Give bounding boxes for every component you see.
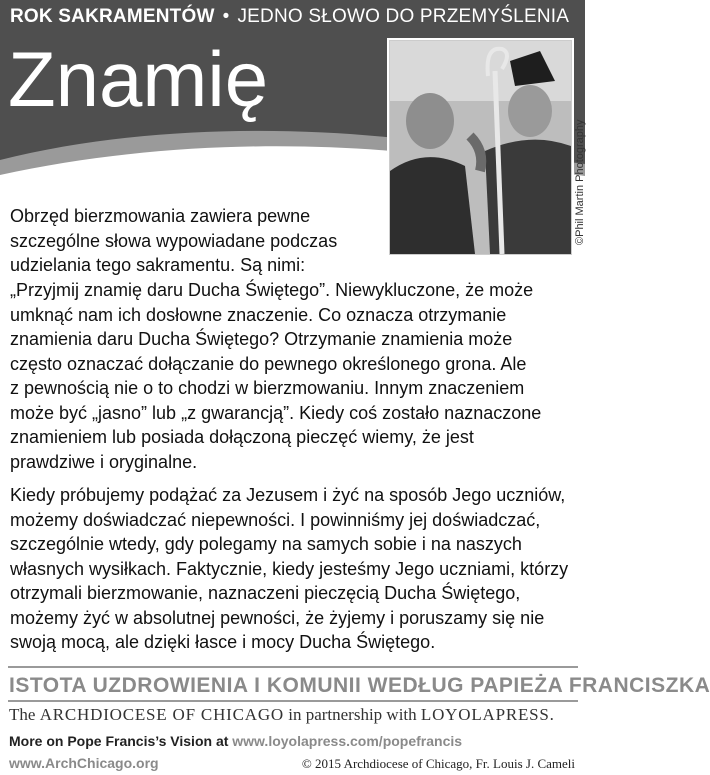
text-line: udzielania tego sakramentu. Są nimi: xyxy=(10,255,306,275)
footer-divider-bottom xyxy=(8,700,578,702)
text-line: możemy doświadczać niepewności. I powinniśmy jej doświadczać, xyxy=(10,509,541,530)
series-subtitle: JEDNO SŁOWO DO PRZEMYŚLENIA xyxy=(237,6,570,27)
paragraph-1-intro xyxy=(10,204,380,278)
text-line: często oznaczać dołączanie do pewnego określonego grona. Ale xyxy=(10,353,527,374)
archdiocese-name: ARCHDIOCESE OF CHICAGO xyxy=(39,705,284,724)
archchicago-link[interactable]: www.ArchChicago.org xyxy=(9,755,159,771)
more-info-label: More on Pope Francis’s Vision at xyxy=(9,733,233,749)
text-line: z pewnością nie o to chodzi w bierzmowaniu. Innym znaczeniem xyxy=(10,378,525,398)
text-line: może być „jasno” lub „z gwarancją”. Kiedy coś zostało naznaczone xyxy=(10,402,542,423)
text-line: znamienia daru Ducha Świętego? Otrzymanie znamienia może xyxy=(10,329,513,349)
loyola-press-link[interactable]: www.loyolapress.com/popefrancis xyxy=(232,733,463,749)
text-line: znamieniem lub posiada dołączoną pieczęć wiemy, że jest xyxy=(10,427,474,447)
text-line: „Przyjmij znamię daru Ducha Świętego”. Niewykluczone, że może xyxy=(10,280,534,300)
text-line: szczególnie wtedy, gdy polegamy na samych sobie i na naszych xyxy=(10,534,522,554)
paragraph-1-continued xyxy=(10,278,575,474)
partner-middle: in partnership with xyxy=(283,705,421,724)
text-line: Obrzęd bierzmowania zawiera pewne xyxy=(10,206,311,226)
text-line: szczególne słowa wypowiadane podczas xyxy=(10,230,338,251)
partnership-line xyxy=(9,705,555,725)
text-line: Kiedy próbujemy podążać za Jezusem i żyć na sposób Jego uczniów, xyxy=(10,485,566,505)
text-line: własnych wysiłkach. Faktycznie, kiedy jesteśmy Jego uczniami, którzy xyxy=(10,558,569,579)
paragraph-2 xyxy=(10,483,578,655)
text-line: otrzymali bierzmowanie, naznaczeni pieczęcią Ducha Świętego, xyxy=(10,583,521,603)
copyright-notice: © 2015 Archdiocese of Chicago, Fr. Louis J. Cameli xyxy=(301,756,575,771)
text-line: prawdziwe i oryginalne. xyxy=(10,451,198,472)
series-separator: • xyxy=(222,6,230,27)
series-name: ROK SAKRAMENTÓW xyxy=(10,6,215,27)
footer-divider-top xyxy=(8,666,578,668)
photo-credit: ©Phil Martin Photography xyxy=(574,119,586,245)
partner-prefix: The xyxy=(9,705,40,724)
page-title: Znamię xyxy=(8,35,269,123)
text-line: umknąć nam ich dosłowne znaczenie. Co oznacza otrzymanie xyxy=(10,304,507,325)
confirmation-photo xyxy=(389,40,572,255)
more-info-line xyxy=(9,733,462,749)
loyola-press-name: LOYOLAPRESS. xyxy=(420,705,555,724)
text-line: możemy żyć w absolutnej pewności, że żyjemy i poruszamy się nie xyxy=(10,607,545,628)
program-title: ISTOTA UZDROWIENIA I KOMUNII WEDŁUG PAPIEŻA FRANCISZKA xyxy=(9,674,710,697)
series-line xyxy=(10,6,569,28)
confirmation-photo-image xyxy=(390,41,571,254)
text-line: swoją mocą, ale dzięki łasce i mocy Ducha Świętego. xyxy=(10,632,436,652)
